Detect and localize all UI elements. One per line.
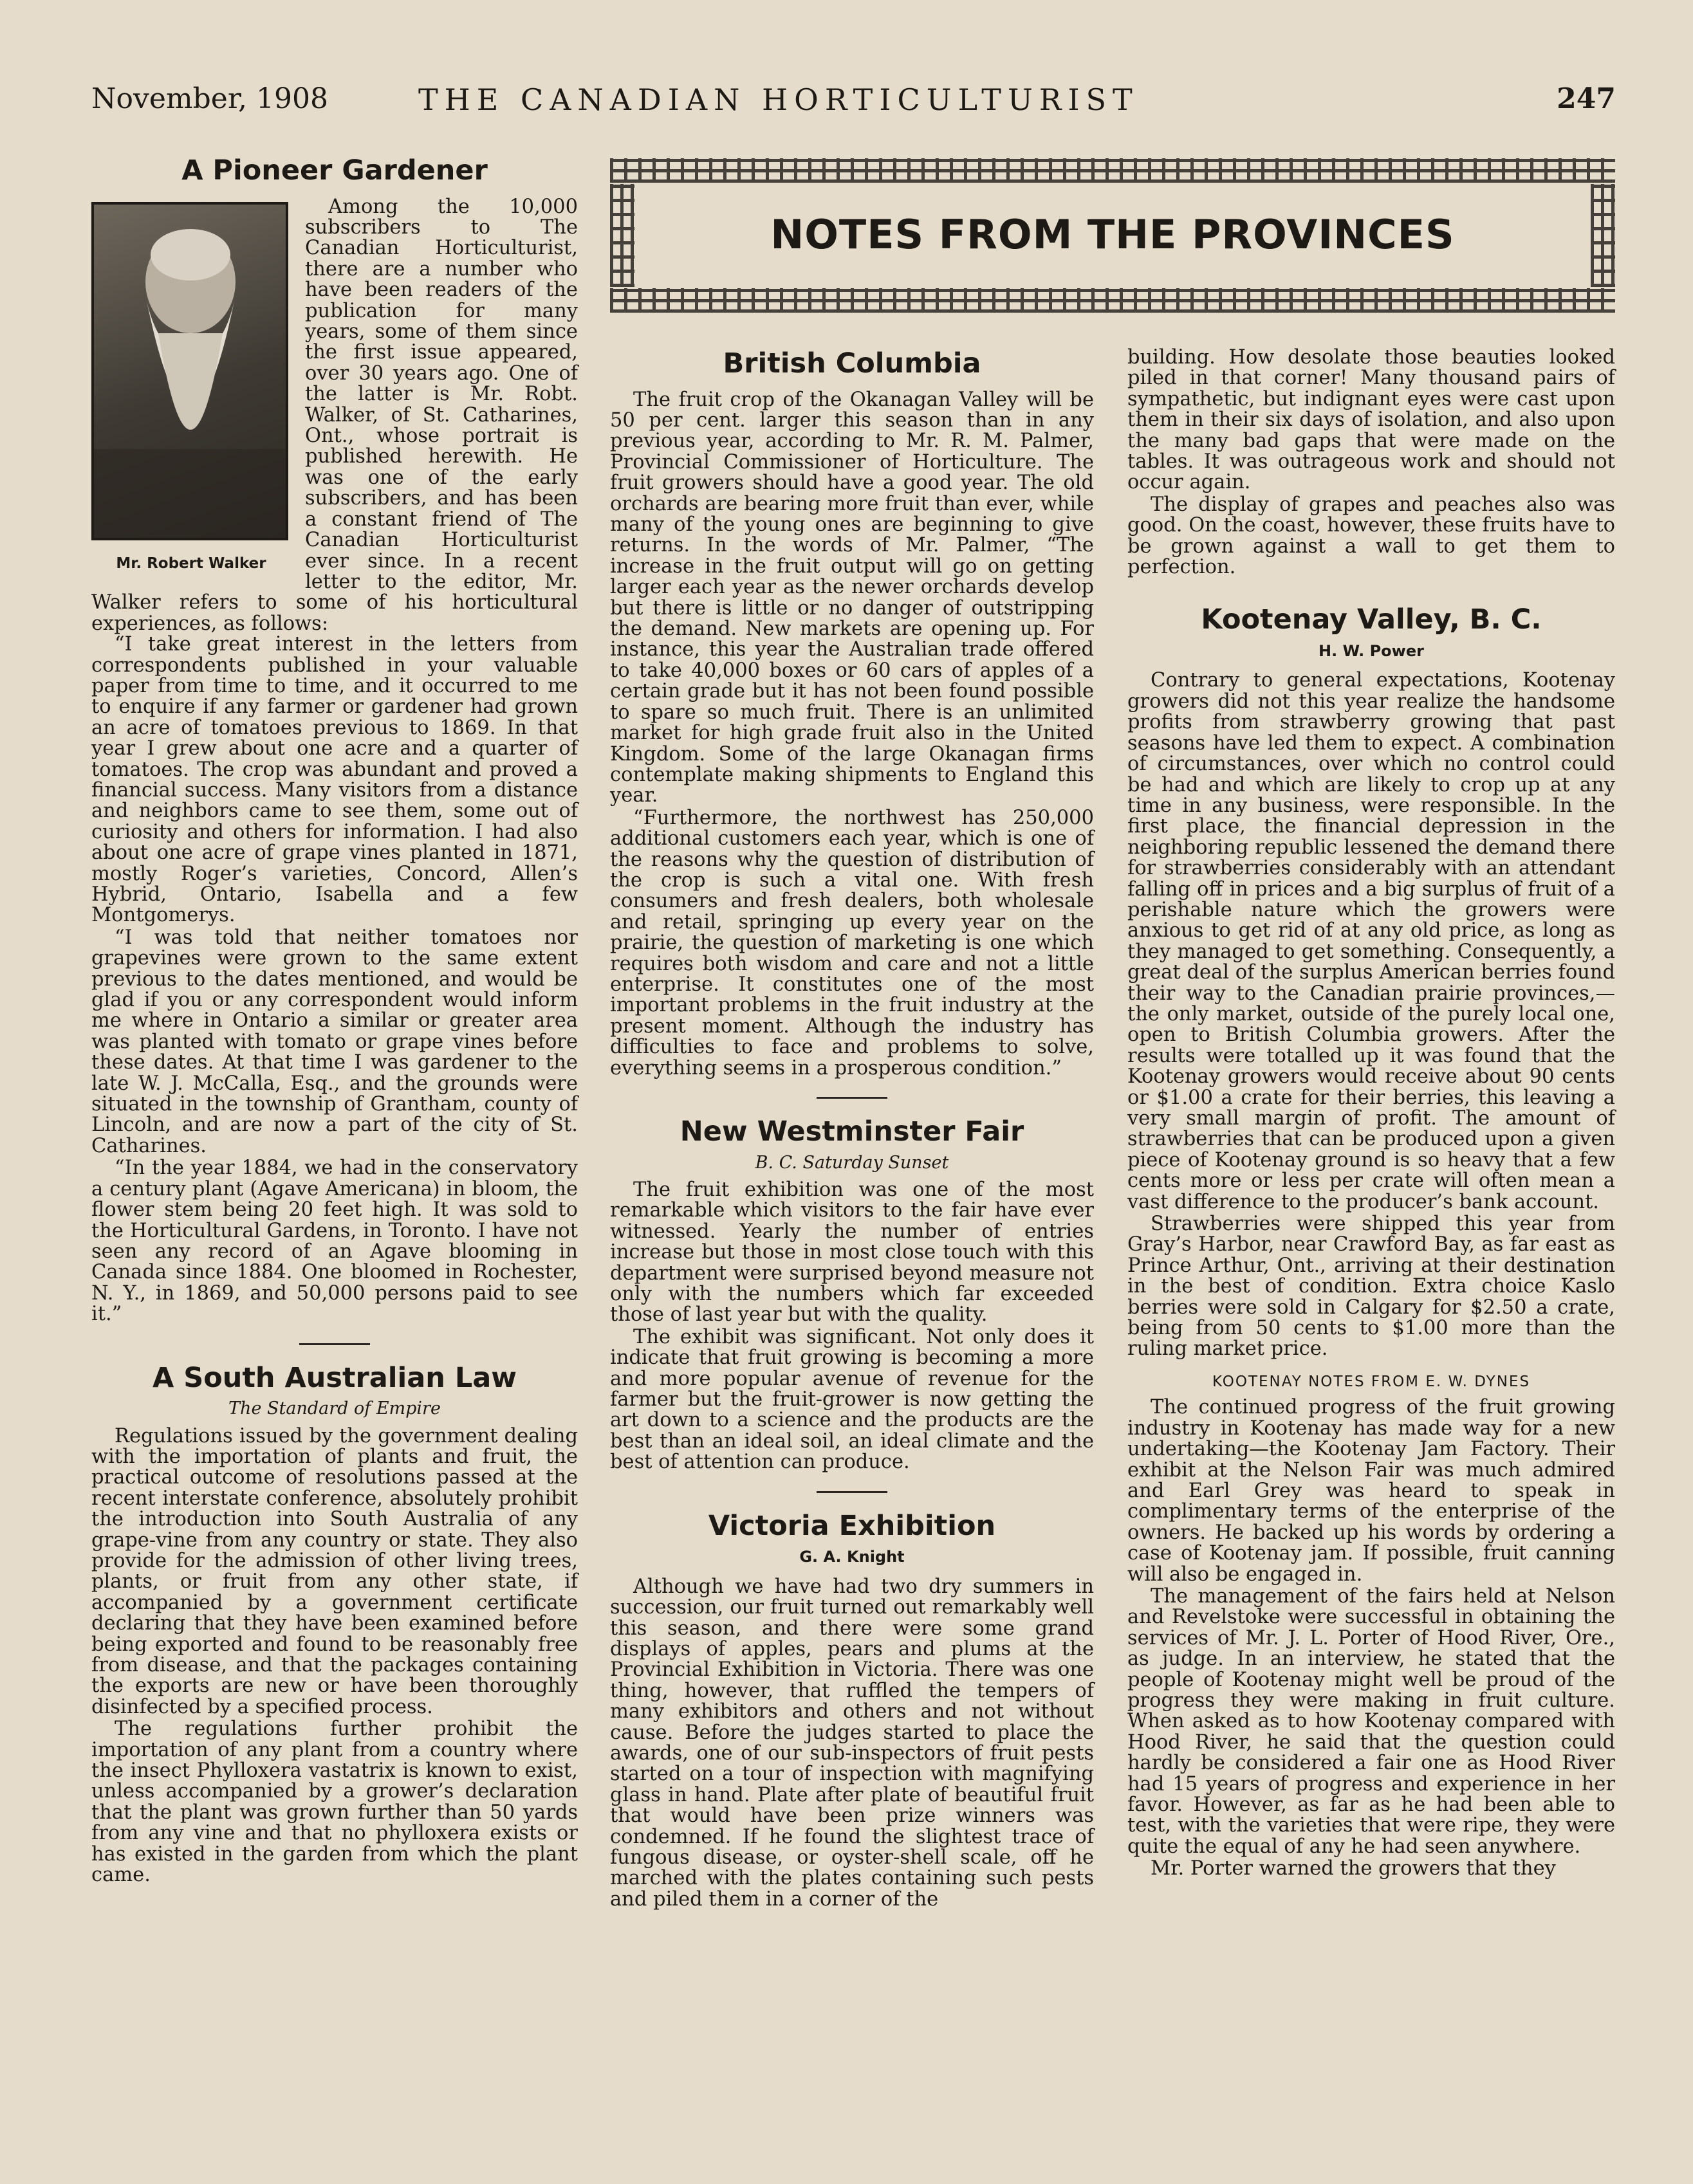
section-divider [817,1097,887,1099]
kootenay-subhead: KOOTENAY NOTES FROM E. W. DYNES [1212,1373,1531,1390]
article-source: The Standard of Empire [228,1399,441,1419]
westminster-paragraph: The exhibit was significant. Not only does it indicate that fruit growing is becoming a more and more popular avenue of revenue for the farmer but the fruit-grower is now getting the art down to a science and the products are the best than an ideal soil, an ideal climate and the best of attention can produce. [610,1325,1094,1474]
column-middle [610,347,1094,1910]
kootenay-paragraph: Contrary to general expectations, Kootenay growers did not this year realize the handsome profits from strawberry growing that past seasons have led them to expect. A combination of circumstances, over which no control could be had and which are likely to crop up at any time in any business, were responsible. In the first place, the financial depression in the neighboring republic lessened the demand there for strawberries considerably with an attendant falling off in prices and a big surplus of fruit of a perishable nature which the growers were anxious to get rid of at any old price, as long as they managed to get something. Consequently, a great deal of the surplus American berries found their way to the Canadian prairie provinces,—the only market, outside of the purely local one, open to British Columbia growers. After the results were totalled up it was found that the Kootenay growers would receive about 90 cents or $1.00 a crate for their berries, this leaving a very small margin of profit. The amount of strawberries that can be produced upon a given piece of Kootenay ground is so heavy that a few cents more or less per crate will often mean a vast difference to the producer’s bank account. [1127,669,1615,1213]
article-title-british-columbia: British Columbia [723,347,981,380]
pioneer-paragraph: “In the year 1884, we had in the conservatory a century plant (Agave Americana) in bloom, the flower stem being 20 feet high. It was sold to the Horticultural Gardens, in Toronto. I have not seen any record of an Agave blooming in Canada since 1884. One bloomed in Rochester, N. Y., in 1869, and 50,000 persons paid to see it.” [91,1157,578,1326]
kootenay-notes-paragraph: The management of the fairs held at Nelson and Revelstoke were successful in obtaining the services of Mr. J. L. Porter of Hood River, Ore., as judge. In an interview, he stated that the people of Kootenay might well be proud of the progress they were making in fruit culture. When asked as to how Kootenay compared with Hood River, he said that the question could hardly be considered a fair one as Hood River had 15 years of progress and experience in her favor. However, as far as he had been able to test, with the varieties that were ripe, they were quite the equal of any he had seen anywhere. [1127,1584,1615,1858]
article-title-pioneer: A Pioneer Gardener [181,154,488,187]
kootenay-notes-paragraph: Mr. Porter warned the growers that they [1151,1857,1556,1880]
article-source: B. C. Saturday Sunset [755,1152,949,1173]
kootenay-paragraph: Strawberries were shipped this year from Gray’s Harbor, near Crawford Bay, as far east as Prince Arthur, Ont., arriving at their destination in the best of condition. Extra choice Kaslo berries were sold in Calgary for $2.50 a crate, being from 50 cents to $1.00 more than the ruling market price. [1127,1213,1615,1361]
section-divider [817,1491,887,1493]
article-title-westminster: New Westminster Fair [680,1115,1024,1148]
greek-key-border-top [610,158,1615,183]
article-byline: G. A. Knight [799,1548,905,1566]
issue-date: November, 1908 [91,82,328,115]
article-title-south-australia: A South Australian Law [153,1361,517,1394]
section-banner [610,158,1615,313]
section-divider [299,1343,370,1345]
page-number: 247 [1557,82,1616,115]
south-australia-paragraph: The regulations further prohibit the importation of any plant from a country where the insect Phylloxera vastatrix is known to exist, unless accompanied by a grower’s declaration that the plant was grown further than 50 yards from any vine and that no phylloxera exists or has existed in the garden from which the plant came. [91,1718,578,1887]
westminster-paragraph: The fruit exhibition was one of the most remarkable which visitors to the fair have ever witnessed. Yearly the number of entries increase but those in most close touch with this department were surprised beyond measure not only with the numbers which far exceeded those of last year but with the quality. [610,1179,1094,1326]
portrait-illustration [94,205,286,538]
column-left [91,154,578,1886]
article-byline: H. W. Power [1318,642,1424,661]
pioneer-paragraph: “I take great interest in the letters from correspondents published in your valuable paper from time to time, and it occurred to me to enquire if any farmer or gardener had grown an acre of tomatoes previous to 1869. In that year I grew about one acre and a quarter of tomatoes. The crop was abundant and proved a financial success. Many visitors from a distance and neighbors came to see them, some out of curiosity and others for information. I had also about one acre of grape vines planted in 1871, mostly Roger’s varieties, Concord, Allen’s Hybrid, Ontario, Isabella and a few Montgomerys. [91,633,578,927]
victoria-paragraph: The display of grapes and peaches also was good. On the coast, however, these fruits have to be grown against a wall to get them to perfection. [1127,493,1615,579]
article-title-kootenay: Kootenay Valley, B. C. [1201,603,1542,636]
victoria-paragraph: Although we have had two dry summers in succession, our fruit turned out remarkably well this season, and there were some grand displays of apples, pears and plums at the Provincial Exhibition in Victoria. There was one thing, however, that ruffled the tempers of many exhibitors and others and not without cause. Before the judges started to place the awards, one of our sub-inspectors of fruit pests started on a tour of inspection with magnifying glass in hand. Plate after plate of beautiful fruit that would have been prize winners was condemned. If he found the slightest trace of fungous disease, or oyster-shell scale, off he marched with the plates containing such pests and piled them in a corner of the [610,1575,1094,1911]
portrait-caption: Mr. Robert Walker [116,555,266,572]
victoria-continued: building. How desolate those beauties looked piled in that corner! Many thousand pairs of sympathetic, but indignant eyes were cast upon them in their six days of isolation, and also upon the many bad gaps that were made on the tables. It was outrageous work and should not occur again. [1127,346,1615,494]
bc-paragraph: The fruit crop of the Okanagan Valley will be 50 per cent. larger this season than in any previous year, according to Mr. R. M. Palmer, Provincial Commissioner of Horticulture. The fruit growers should have a good year. The old orchards are bearing more fruit than ever, while many of the young ones are beginning to give returns. In the words of Mr. Palmer, “The increase in the fruit output will go on getting larger each year as the newer orchards develop but there is little or no danger of outstripping the demand. New markets are opening up. For instance, this year the Australian trade offered to take 40,000 boxes or 60 cars of apples of a certain grade but it has not been found possible to spare so much fruit. There is an unlimited market for high grade fruit also in the United Kingdom. Some of the large Okanagan firms contemplate making shipments to England this year. [610,388,1094,807]
south-australia-paragraph: Regulations issued by the government dealing with the importation of plants and fruit, the practical outcome of resolutions passed at the recent interstate conference, absolutely prohibit the introduction into South Australia of any grape-vine from any country or state. They also provide for the admission of other living trees, plants, or fruit from any other state, if accompanied by a government certificate declaring that they have been examined before being exported and found to be reasonably free from disease, and that the packages containing the exports are new or have been thoroughly disinfected by a specified process. [91,1424,578,1718]
bc-paragraph: “Furthermore, the northwest has 250,000 additional customers each year, which is one of the reasons why the question of distribution of the crop is such a vital one. With fresh consumers and fresh dealers, both wholesale and retail, springing up every year on the prairie, the question of marketing is one which requires both wisdom and care and not a little enterprise. It constitutes one of the most important problems in the fruit industry at the present moment. Although the industry has difficulties to face and problems to solve, everything seems in a prosperous condition.” [610,806,1094,1079]
greek-key-border-bottom [610,288,1615,313]
magazine-title: THE CANADIAN HORTICULTURIST [418,82,1139,117]
kootenay-notes-paragraph: The continued progress of the fruit growing industry in Kootenay has made way for a new undertaking—the Kootenay Jam Factory. Their exhibit at the Nelson Fair was much admired and Earl Grey was heard to speak in complimentary terms of the enterprise of the owners. He backed up his words by ordering a case of Kootenay jam. If possible, fruit canning will also be engaged in. [1127,1396,1615,1586]
portrait-figure [91,202,291,574]
pioneer-intro: Among the 10,000 subscribers to The Canadian Horticulturist, there are a number who have been readers of the publication for many years, some of them since the first issue appeared, over 30 years ago. One of the latter is Mr. Robt. Walker, of St. Catharines, Ont., whose portrait is published herewith. He was one of the early subscribers, and has been a constant friend of The Canadian Horticulturist ever since. In a recent letter to the editor, Mr. Walker refers to some of his horticultural experiences, as follows: [91,195,578,635]
portrait-photo [91,202,288,540]
column-right [1127,347,1615,1880]
article-title-victoria: Victoria Exhibition [708,1509,996,1542]
pioneer-paragraph: “I was told that neither tomatoes nor grapevines were grown to the same extent previous to the dates mentioned, and would be glad if you or any correspondent would inform me where in Ontario a similar or greater area was planted with tomato or grape vines before these dates. At that time I was gardener to the late W. J. McCalla, Esq., and the grounds were situated in the township of Grantham, county of Lincoln, and are now a part of the city of St. Catharines. [91,926,578,1157]
banner-title: NOTES FROM THE PROVINCES [770,211,1455,258]
